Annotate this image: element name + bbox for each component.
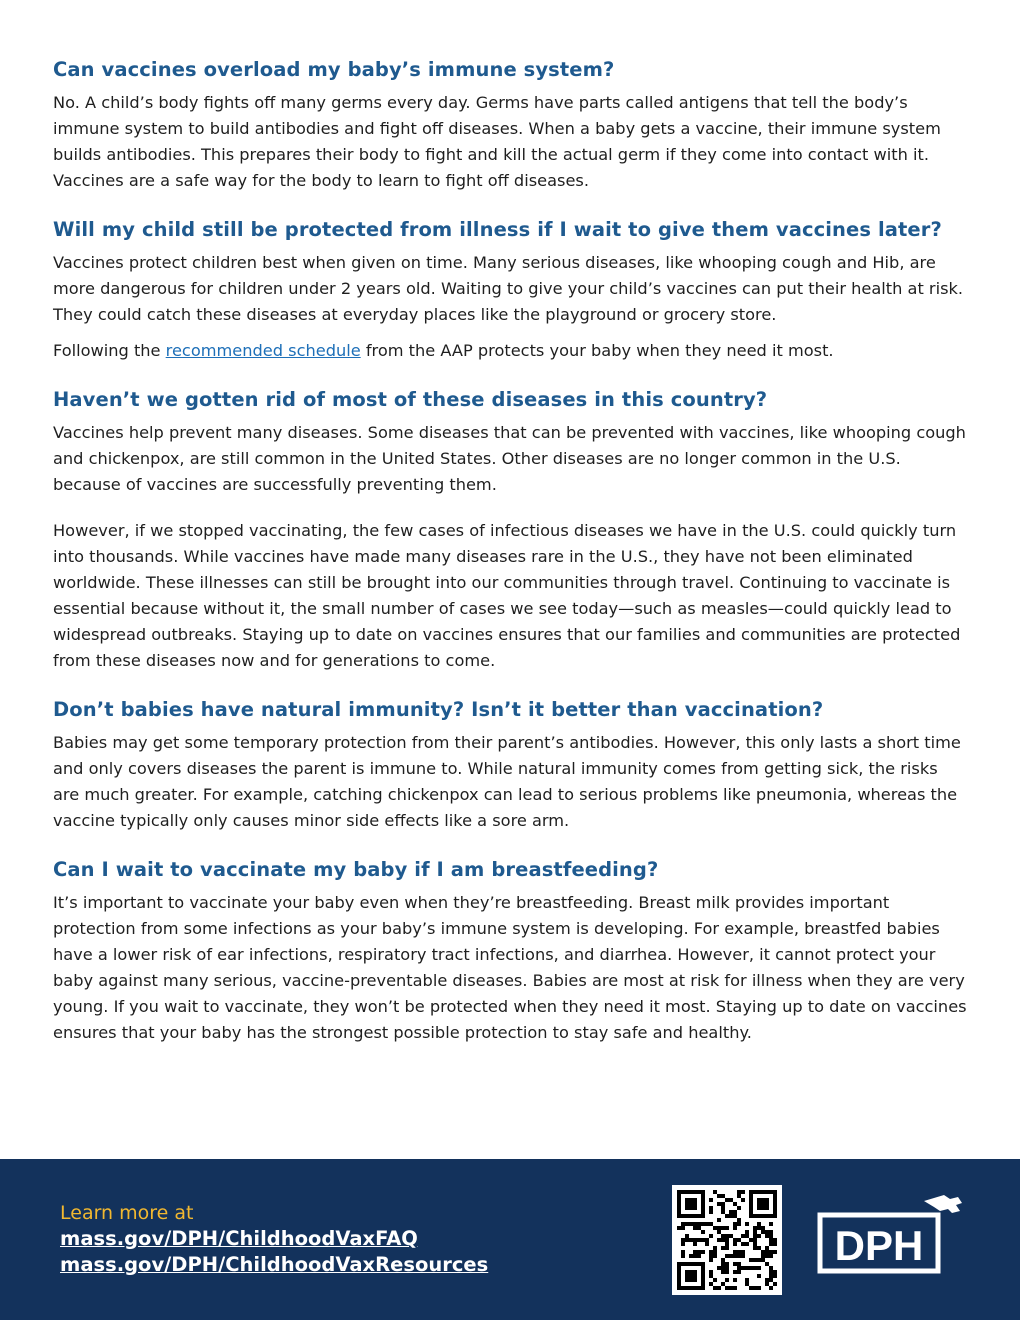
faq-section-overload xyxy=(53,56,968,194)
learn-more-block xyxy=(60,1201,488,1278)
dph-logo-text: DPH xyxy=(834,1222,924,1269)
section-heading: Don’t babies have natural immunity? Isn’t it better than vaccination? xyxy=(53,698,824,721)
vax-resources-link[interactable]: mass.gov/DPH/ChildhoodVaxResources xyxy=(60,1253,489,1276)
massachusetts-map-icon xyxy=(924,1195,962,1213)
section-heading: Haven’t we gotten rid of most of these diseases in this country? xyxy=(53,388,768,411)
recommended-schedule-link[interactable]: recommended schedule xyxy=(165,341,361,360)
section-heading: Can I wait to vaccinate my baby if I am breastfeeding? xyxy=(53,858,659,881)
section-paragraph: However, if we stopped vaccinating, the few cases of infectious diseases we have in the U.S. could quickly turn into thousands. While vaccines have made many diseases rare in the U.S., they have not been eliminated worldwide. These illnesses can still be brought into our communities through travel. Continuing to vaccinate is essential because without it, the small number of cases we see today—such as measles—could quickly lead to widespread outbreaks. Staying up to date on vaccines ensures that our families and communities are protected from these diseases now and for generations to come. xyxy=(53,521,961,670)
section-paragraph: Babies may get some temporary protection from their parent’s antibodies. However, this only lasts a short time and only covers diseases the parent is immune to. While natural immunity comes from getting sick, the risks are much greater. For example, catching chickenpox can lead to serious problems like pneumonia, whereas the vaccine typically only causes minor side effects like a sore arm. xyxy=(53,733,961,830)
dph-logo xyxy=(816,1187,966,1277)
section-heading: Will my child still be protected from illness if I wait to give them vaccines later? xyxy=(53,218,942,241)
section-paragraph: It’s important to vaccinate your baby even when they’re breastfeeding. Breast milk provides important protection from some infections as your baby’s immune system is developing. For example, breastfed babies have a lower risk of ear infections, respiratory tract infections, and diarrhea. However, it cannot protect your baby against many serious, vaccine-preventable diseases. Babies are most at risk for illness when they are very young. If you wait to vaccinate, they won’t be protected when they need it most. Staying up to date on vaccines ensures that your baby has the strongest possible protection to stay safe and healthy. xyxy=(53,893,967,1042)
faq-section-natural-immunity xyxy=(53,696,968,834)
section-heading: Can vaccines overload my baby’s immune system? xyxy=(53,58,615,81)
qr-code-icon[interactable] xyxy=(672,1185,782,1295)
schedule-paragraph xyxy=(53,338,968,364)
section-paragraph: Vaccines protect children best when given on time. Many serious diseases, like whooping cough and Hib, are more dangerous for children under 2 years old. Waiting to give your child’s vaccines can put their health at risk. They could catch these diseases at everyday places like the playground or grocery store. xyxy=(53,253,964,324)
schedule-text-before: Following the xyxy=(53,341,166,360)
schedule-text-after: from the AAP protects your baby when they need it most. xyxy=(360,341,834,360)
faq-content xyxy=(53,56,968,1068)
section-paragraph: No. A child’s body fights off many germs every day. Germs have parts called antigens that tell the body’s immune system to build antibodies and fight off diseases. When a baby gets a vaccine, their immune system builds antibodies. This prepares their body to fight and kill the actual germ if they come into contact with it. Vaccines are a safe way for the body to learn to fight off diseases. xyxy=(53,93,941,190)
faq-section-breastfeeding xyxy=(53,856,968,1046)
faq-section-diseases xyxy=(53,386,968,674)
learn-more-label: Learn more at xyxy=(60,1202,194,1224)
footer-banner xyxy=(0,1159,1020,1320)
vax-faq-link[interactable]: mass.gov/DPH/ChildhoodVaxFAQ xyxy=(60,1227,418,1250)
section-paragraph: Vaccines help prevent many diseases. Some diseases that can be prevented with vaccines, like whooping cough and chickenpox, are still common in the United States. Other diseases are no longer common in the U.S. because of vaccines are successfully preventing them. xyxy=(53,423,966,494)
faq-section-wait xyxy=(53,216,968,364)
